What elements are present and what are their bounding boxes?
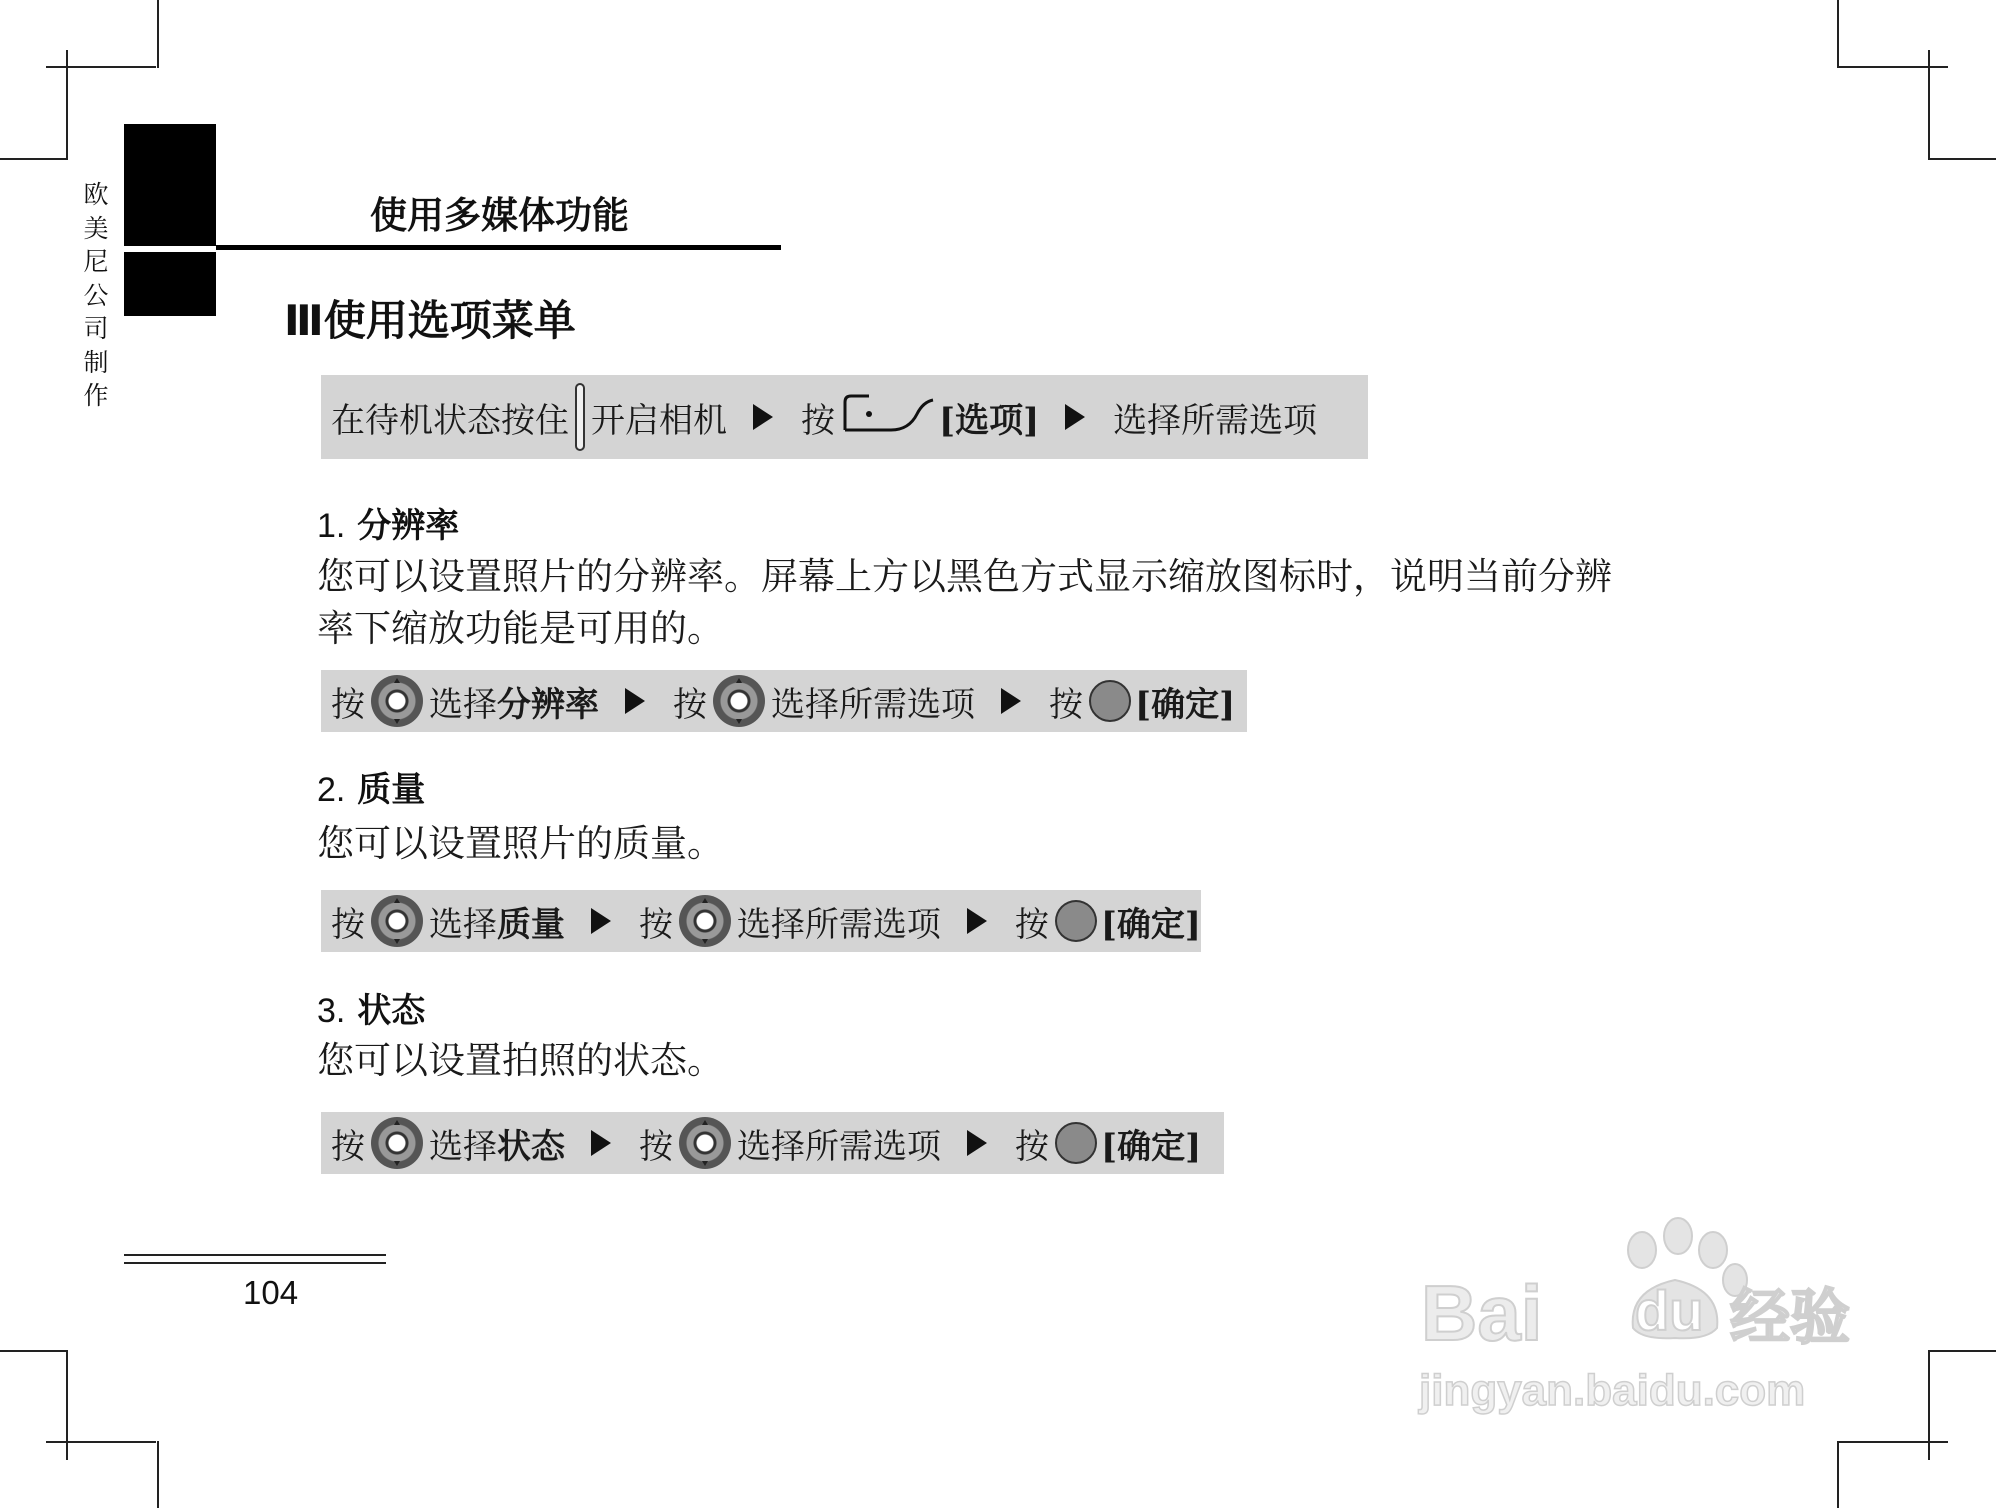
arrow-right-icon bbox=[967, 908, 987, 934]
header-rule bbox=[216, 245, 781, 250]
body-line: 您可以设置照片的分辨率。屏幕上方以黑色方式显示缩放图标时，说明当前分辨 bbox=[317, 555, 1612, 598]
arrow-right-icon bbox=[625, 688, 645, 714]
step-confirm: [确定] bbox=[1135, 684, 1236, 725]
side-char: 欧 bbox=[83, 180, 109, 209]
arrow-right-icon bbox=[591, 1130, 611, 1156]
step-box bbox=[321, 890, 1201, 952]
item-title-text: 质量 bbox=[357, 770, 426, 810]
step-text: 按 bbox=[331, 684, 365, 725]
arrow-right-icon bbox=[591, 908, 611, 934]
step-text: 选择 bbox=[429, 1126, 497, 1167]
body-line: 您可以设置照片的质量。 bbox=[317, 822, 724, 865]
watermark-brand: Bai bbox=[1421, 1269, 1543, 1357]
crop-mark-bottom-left-h bbox=[46, 1441, 156, 1443]
instruction-text: 在待机状态按住 bbox=[331, 400, 569, 441]
item-title-text: 状态 bbox=[357, 991, 426, 1031]
watermark-brand: du bbox=[1635, 1279, 1704, 1342]
step-text: 选择 bbox=[428, 904, 497, 945]
side-char: 作 bbox=[83, 381, 109, 410]
left-soft-key-icon bbox=[839, 390, 935, 445]
step-box bbox=[321, 670, 1247, 732]
side-vertical-label bbox=[82, 178, 110, 413]
baidu-watermark bbox=[1415, 1210, 1885, 1430]
crop-mark-top-right-v2 bbox=[1837, 0, 1839, 68]
item-title bbox=[317, 498, 459, 547]
instruction-text: 选择所需选项 bbox=[1113, 400, 1318, 441]
instruction-text: [选项] bbox=[939, 400, 1040, 441]
item-number: 1. bbox=[317, 507, 346, 545]
arrow-right-icon bbox=[753, 404, 773, 430]
page-header-title: 使用多媒体功能 bbox=[370, 194, 629, 237]
step-text: 选择所需选项 bbox=[737, 1126, 941, 1167]
step-box bbox=[321, 1112, 1224, 1174]
item-body bbox=[317, 551, 1612, 655]
nav-key-icon bbox=[371, 675, 423, 727]
step-option: 状态 bbox=[497, 1126, 565, 1167]
footer-rule-bottom bbox=[124, 1262, 386, 1264]
step-text: 选择 bbox=[429, 684, 497, 725]
crop-mark-bottom-right-v2 bbox=[1837, 1441, 1839, 1508]
item-title-text: 分辨率 bbox=[357, 506, 460, 546]
crop-mark-bottom-right-h2 bbox=[1928, 1350, 1996, 1352]
watermark-url: jingyan.baidu.com bbox=[1419, 1366, 1806, 1415]
step-text: 按 bbox=[639, 1126, 673, 1167]
section-title: Ⅲ使用选项菜单 bbox=[284, 296, 576, 345]
crop-mark-top-right-h bbox=[1838, 66, 1948, 68]
ok-key-icon bbox=[1055, 900, 1097, 942]
step-text: 按 bbox=[1015, 1126, 1049, 1167]
footer-rule-top bbox=[124, 1254, 386, 1256]
nav-key-icon bbox=[371, 895, 423, 947]
side-char: 公 bbox=[83, 280, 109, 310]
nav-key-icon bbox=[679, 895, 731, 947]
item-number: 2. bbox=[317, 771, 346, 809]
arrow-right-icon bbox=[1065, 404, 1085, 430]
arrow-right-icon bbox=[967, 1130, 987, 1156]
item-body bbox=[317, 1035, 724, 1087]
crop-mark-top-right-h2 bbox=[1928, 158, 1996, 160]
step-text: 选择所需选项 bbox=[771, 684, 975, 725]
side-char: 美 bbox=[83, 213, 109, 243]
item-number: 3. bbox=[317, 992, 346, 1030]
crop-mark-bottom-right-h bbox=[1838, 1441, 1948, 1443]
step-text: 按 bbox=[331, 904, 365, 945]
page-number: 104 bbox=[243, 1274, 299, 1311]
body-line: 您可以设置拍照的状态。 bbox=[317, 1039, 724, 1082]
watermark-suffix: 经验 bbox=[1730, 1283, 1850, 1353]
item-title bbox=[317, 762, 425, 811]
step-confirm: [确定] bbox=[1101, 1126, 1202, 1167]
side-char: 制 bbox=[83, 347, 109, 377]
side-char: 司 bbox=[83, 314, 109, 343]
step-option: 分辨率 bbox=[497, 684, 599, 725]
step-text: 选择所需选项 bbox=[736, 904, 941, 945]
crop-mark-bottom-left-h2 bbox=[0, 1350, 68, 1352]
item-title bbox=[317, 983, 425, 1032]
nav-key-icon bbox=[713, 675, 765, 727]
arrow-right-icon bbox=[1001, 688, 1021, 714]
side-char: 尼 bbox=[83, 247, 109, 276]
step-confirm: [确定] bbox=[1100, 904, 1202, 945]
body-line: 率下缩放功能是可用的。 bbox=[317, 607, 724, 650]
instruction-text: 按 bbox=[801, 400, 835, 441]
instruction-text: 开启相机 bbox=[591, 400, 727, 441]
chapter-tab-block-bottom bbox=[124, 252, 216, 316]
step-text: 按 bbox=[1014, 904, 1049, 945]
nav-key-icon bbox=[679, 1117, 731, 1169]
step-text: 按 bbox=[673, 684, 707, 725]
step-text: 按 bbox=[638, 904, 673, 945]
side-key-icon bbox=[575, 383, 585, 451]
item-body bbox=[317, 818, 724, 870]
crop-mark-top-left-h bbox=[46, 66, 156, 68]
nav-key-icon bbox=[371, 1117, 423, 1169]
step-text: 按 bbox=[1049, 684, 1083, 725]
crop-mark-bottom-left-v bbox=[66, 1350, 68, 1460]
ok-key-icon bbox=[1055, 1122, 1097, 1164]
crop-mark-bottom-right-v bbox=[1928, 1350, 1930, 1460]
main-instruction-box bbox=[321, 375, 1368, 459]
crop-mark-bottom-left-v2 bbox=[157, 1441, 159, 1508]
crop-mark-top-left-h2 bbox=[0, 158, 68, 160]
step-option: 质量 bbox=[496, 904, 565, 945]
crop-mark-top-left-v2 bbox=[157, 0, 159, 68]
chapter-tab-block-top bbox=[124, 124, 216, 246]
ok-key-icon bbox=[1089, 680, 1131, 722]
step-text: 按 bbox=[331, 1126, 365, 1167]
